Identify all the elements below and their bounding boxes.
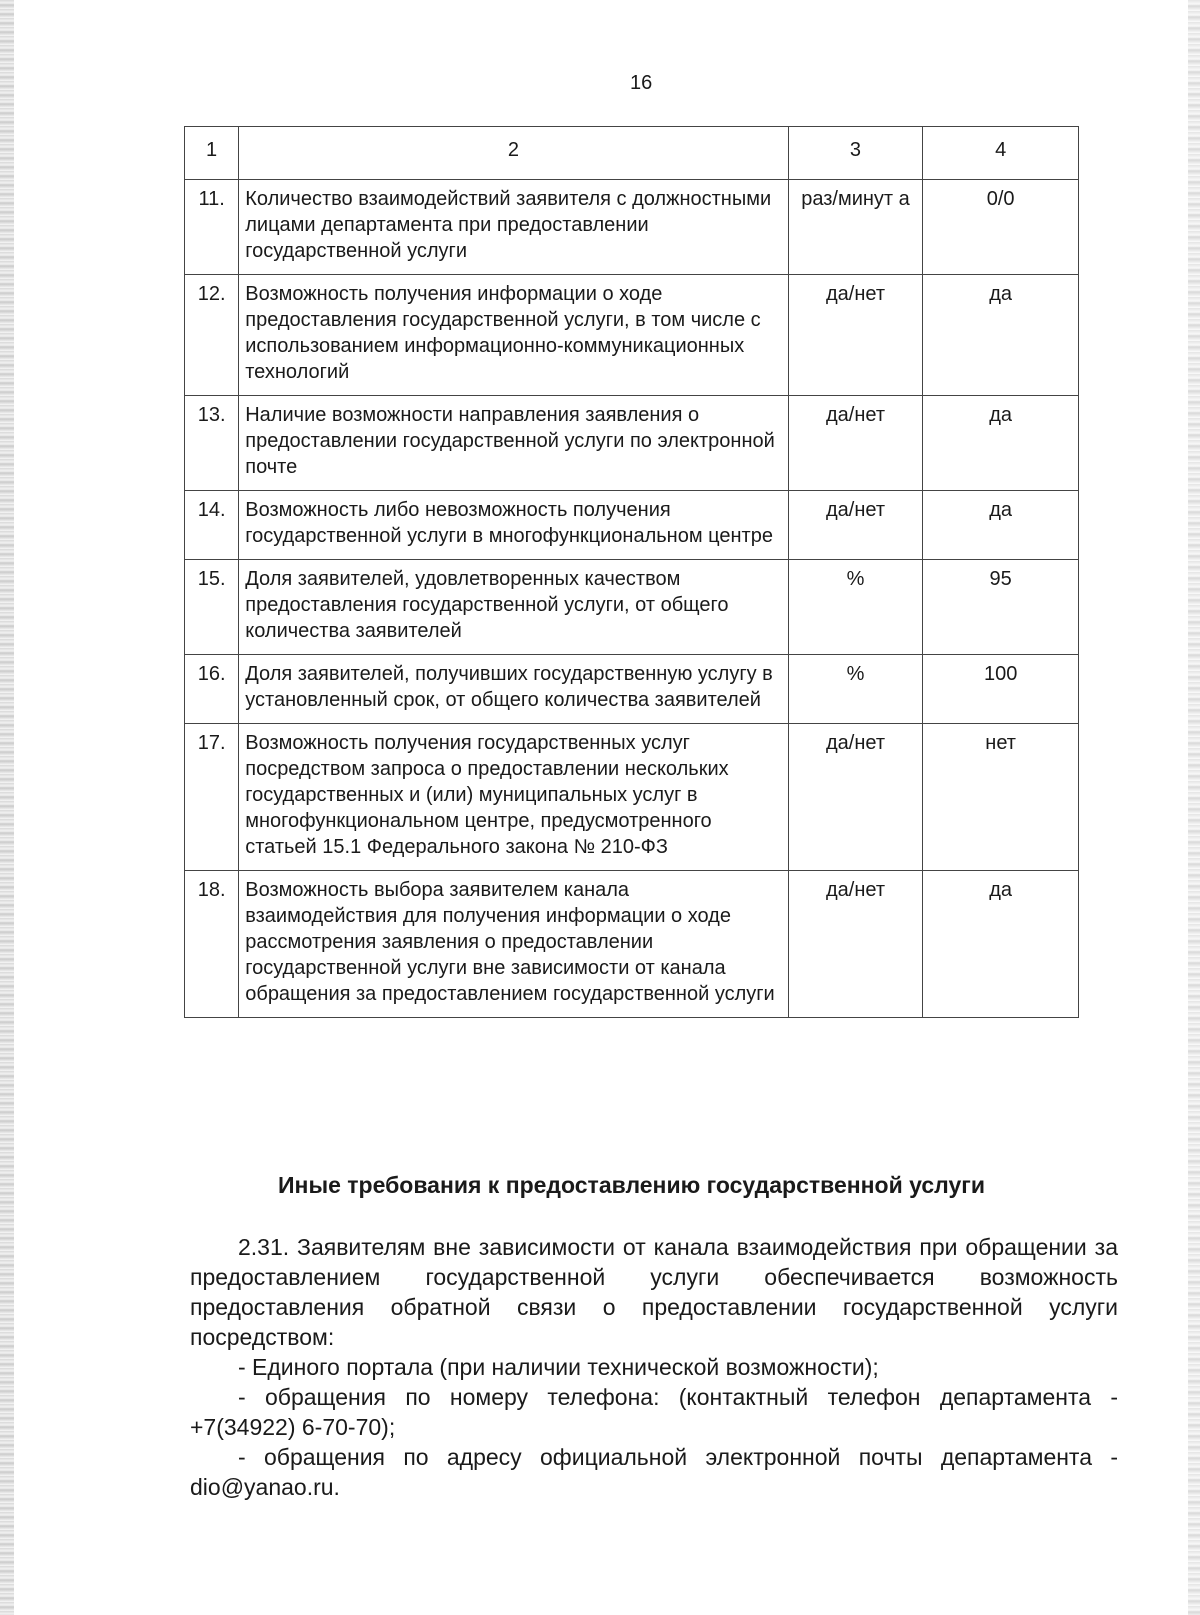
unit-cell: да/нет — [788, 871, 923, 1018]
paragraph-2-31: 2.31. Заявителям вне зависимости от канала взаимодействия при обращении за предоставлением государственной услуги обеспечивается возможность предоставления обратной связи о предоставлении государственной услуги посредством: — [190, 1234, 1118, 1350]
value-cell: 100 — [923, 655, 1079, 724]
list-item: - обращения по адресу официальной электронной почты департамента - dio@yanao.ru. — [190, 1444, 1118, 1500]
row-number: 17. — [185, 724, 239, 871]
value-cell: 0/0 — [923, 180, 1079, 275]
unit-cell: да/нет — [788, 396, 923, 491]
section-body — [190, 1232, 1118, 1502]
unit-cell: раз/минут а — [788, 180, 923, 275]
table-row — [185, 871, 1079, 1018]
indicator-text: Доля заявителей, получивших государственную услугу в установленный срок, от общего количества заявителей — [239, 655, 788, 724]
value-cell: да — [923, 491, 1079, 560]
scan-edge-left — [0, 0, 14, 1615]
list-item: - Единого портала (при наличии технической возможности); — [238, 1354, 879, 1380]
table-row — [185, 560, 1079, 655]
table-row — [185, 724, 1079, 871]
unit-cell: да/нет — [788, 724, 923, 871]
row-number: 15. — [185, 560, 239, 655]
header-cell: 1 — [185, 127, 239, 180]
row-number: 13. — [185, 396, 239, 491]
indicator-text: Возможность получения государственных услуг посредством запроса о предоставлении нескольких государственных и (или) муниципальных услуг в многофункциональном центре, предусмотренного статьей 15.1 Федерального закона № 210-ФЗ — [239, 724, 788, 871]
row-number: 18. — [185, 871, 239, 1018]
table-row — [185, 396, 1079, 491]
unit-cell: да/нет — [788, 275, 923, 396]
indicator-text: Доля заявителей, удовлетворенных качеством предоставления государственной услуги, от общего количества заявителей — [239, 560, 788, 655]
value-cell: нет — [923, 724, 1079, 871]
row-number: 11. — [185, 180, 239, 275]
list-item: - обращения по номеру телефона: (контактный телефон департамента - +7(34922) 6-70-70); — [190, 1384, 1118, 1440]
value-cell: да — [923, 396, 1079, 491]
table-row — [185, 180, 1079, 275]
header-cell: 2 — [239, 127, 788, 180]
header-cell: 3 — [788, 127, 923, 180]
table-row — [185, 275, 1079, 396]
value-cell: да — [923, 275, 1079, 396]
indicator-text: Возможность получения информации о ходе предоставления государственной услуги, в том числе с использованием информационно-коммуникационных технологий — [239, 275, 788, 396]
indicator-text: Возможность либо невозможность получения государственной услуги в многофункциональном центре — [239, 491, 788, 560]
scan-edge-right — [1188, 0, 1200, 1615]
section-heading: Иные требования к предоставлению государственной услуги — [278, 1172, 985, 1198]
value-cell: да — [923, 871, 1079, 1018]
header-cell: 4 — [923, 127, 1079, 180]
indicator-text: Возможность выбора заявителем канала взаимодействия для получения информации о ходе рассмотрения заявления о предоставлении государственной услуги вне зависимости от канала обращения за предоставлением государственной услуги — [239, 871, 788, 1018]
unit-cell: да/нет — [788, 491, 923, 560]
table-header-row — [185, 127, 1079, 180]
indicator-text: Количество взаимодействий заявителя с должностными лицами департамента при предоставлении государственной услуги — [239, 180, 788, 275]
quality-indicators-table — [184, 126, 1079, 1018]
unit-cell: % — [788, 560, 923, 655]
page-number: 16 — [630, 72, 653, 94]
indicator-text: Наличие возможности направления заявления о предоставлении государственной услуги по электронной почте — [239, 396, 788, 491]
table-row — [185, 655, 1079, 724]
row-number: 12. — [185, 275, 239, 396]
value-cell: 95 — [923, 560, 1079, 655]
table-row — [185, 491, 1079, 560]
unit-cell: % — [788, 655, 923, 724]
row-number: 14. — [185, 491, 239, 560]
row-number: 16. — [185, 655, 239, 724]
